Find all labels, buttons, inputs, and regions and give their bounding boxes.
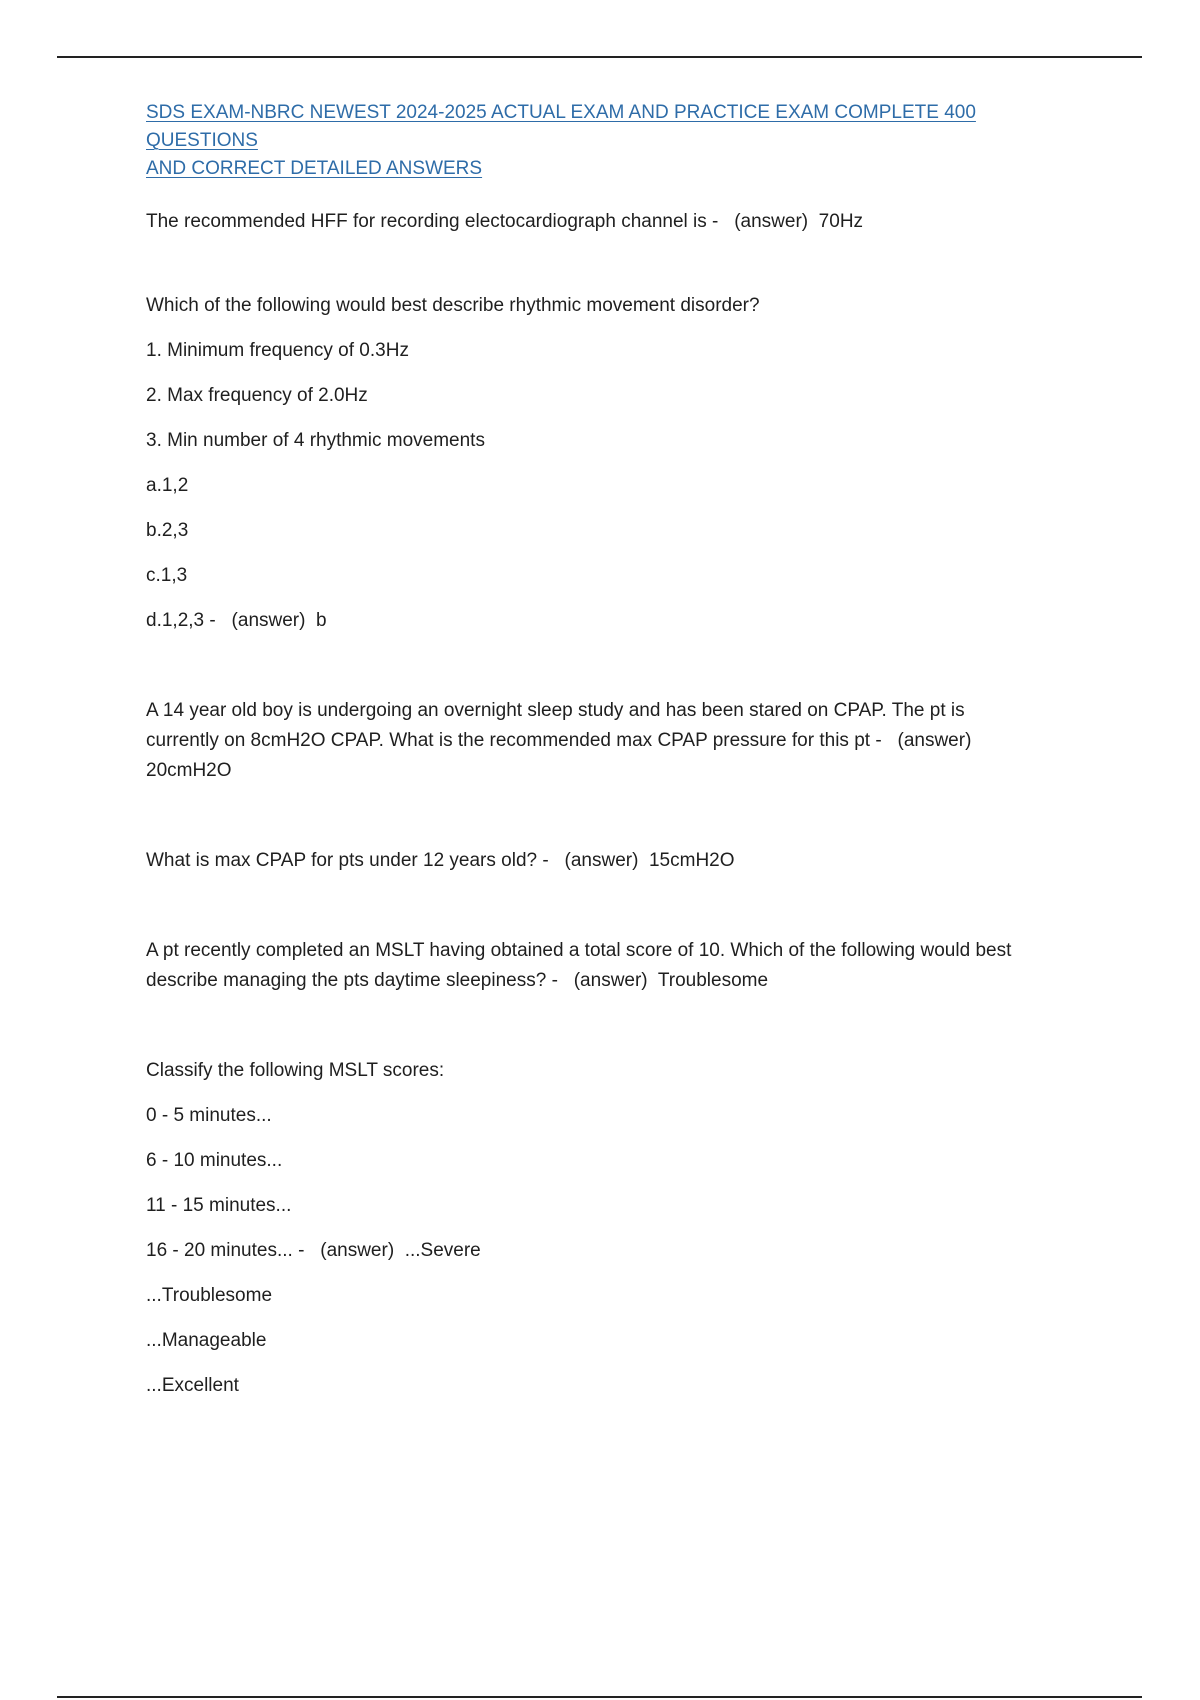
list-item: 3. Min number of 4 rhythmic movements (146, 430, 485, 451)
question-cpap-boy-line-1: A 14 year old boy is undergoing an overnight sleep study and has been stared on CPAP. The pt is (146, 700, 965, 721)
list-item: 11 - 15 minutes... (146, 1195, 292, 1216)
question-rmd: Which of the following would best describe rhythmic movement disorder? (146, 295, 760, 316)
question-mslt-line-1: A pt recently completed an MSLT having obtained a total score of 10. Which of the following would best (146, 940, 1012, 961)
list-item: 0 - 5 minutes... (146, 1105, 272, 1126)
list-item: ...Excellent (146, 1375, 239, 1396)
document-body (146, 99, 1086, 1401)
list-item: a.1,2 (146, 475, 189, 496)
question-cpap-boy-line-3: 20cmH2O (146, 760, 232, 781)
list-item: 1. Minimum frequency of 0.3Hz (146, 340, 409, 361)
list-item: c.1,3 (146, 565, 188, 586)
list-item: b.2,3 (146, 520, 189, 541)
question-classify-mslt: Classify the following MSLT scores: (146, 1060, 445, 1081)
list-item: 2. Max frequency of 2.0Hz (146, 385, 368, 406)
title-line-2: AND CORRECT DETAILED ANSWERS (146, 158, 483, 179)
list-item: 6 - 10 minutes... (146, 1150, 283, 1171)
document-title (146, 99, 1086, 183)
question-hff: The recommended HFF for recording electocardiograph channel is - (answer) 70Hz (146, 211, 864, 232)
question-mslt-line-2: describe managing the pts daytime sleepiness? - (answer) Troublesome (146, 970, 769, 991)
title-line-1: SDS EXAM-NBRC NEWEST 2024-2025 ACTUAL EXAM AND PRACTICE EXAM COMPLETE 400 QUESTIONS (146, 102, 976, 151)
top-rule (57, 56, 1142, 58)
bottom-rule (57, 1696, 1142, 1698)
list-item: ...Troublesome (146, 1285, 273, 1306)
list-item: 16 - 20 minutes... - (answer) ...Severe (146, 1240, 481, 1261)
list-item: ...Manageable (146, 1330, 267, 1351)
question-cpap-boy-line-2: currently on 8cmH2O CPAP. What is the recommended max CPAP pressure for this pt - (answer) (146, 730, 972, 751)
question-max-cpap: What is max CPAP for pts under 12 years old? - (answer) 15cmH2O (146, 850, 735, 871)
list-item: d.1,2,3 - (answer) b (146, 610, 327, 631)
